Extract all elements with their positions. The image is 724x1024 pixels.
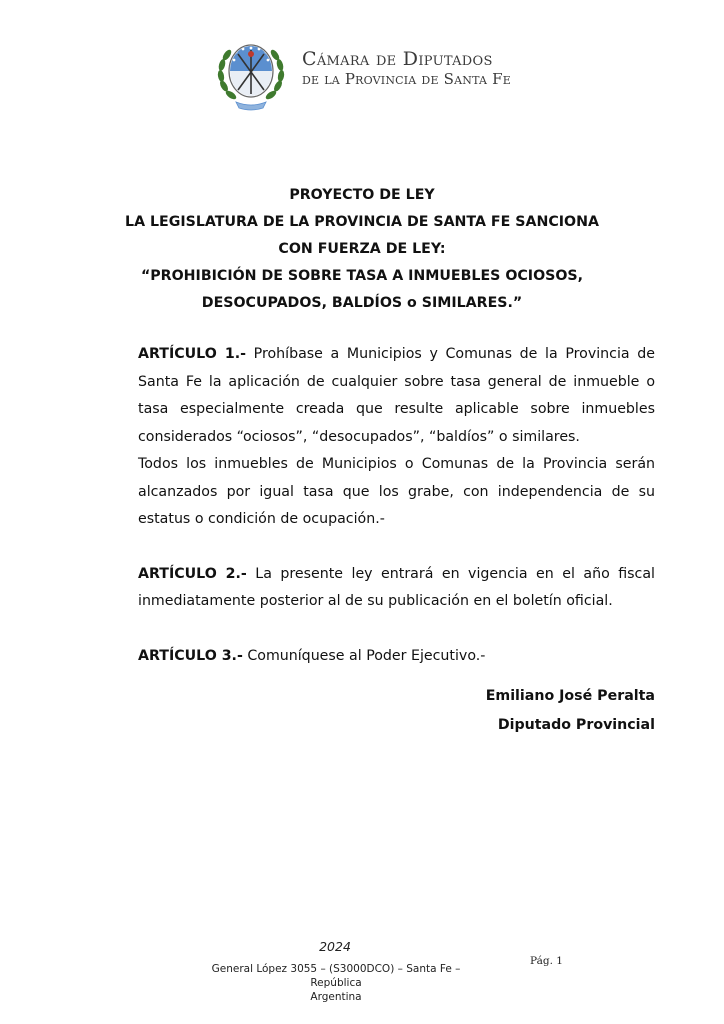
title-line: LA LEGISLATURA DE LA PROVINCIA DE SANTA FE SANCIONA — [125, 214, 599, 230]
chamber-name — [302, 50, 511, 87]
article-text: La presente ley entrará en vigencia en el año fiscal inmediatamente posterior al de su publicación en el boletín oficial. — [138, 565, 655, 609]
page-number: Pág. 1 — [530, 955, 563, 967]
signature-block — [486, 688, 655, 733]
article-2 — [138, 561, 655, 616]
paragraph-spacer — [138, 616, 655, 643]
footer-address-line2: Argentina — [310, 991, 362, 1003]
article-label: ARTÍCULO 2.- — [138, 565, 247, 582]
chamber-name-line2: de la Provincia de Santa Fe — [302, 70, 511, 88]
title-line: CON FUERZA DE LEY: — [278, 241, 446, 257]
signer-name: Emiliano José Peralta — [485, 688, 655, 704]
paragraph-spacer — [138, 534, 655, 561]
bill-title — [70, 182, 654, 317]
footer-address-line1: General López 3055 – (S3000DCO) – Santa Fe – República — [211, 963, 461, 989]
signer-role: Diputado Provincial — [497, 717, 655, 733]
article-label: ARTÍCULO 3.- — [138, 647, 243, 664]
chamber-name-line1: Cámara de Diputados — [302, 48, 493, 70]
article-text: Prohíbase a Municipios y Comunas de la Provincia de Santa Fe la aplicación de cualquier sobre tasa general de inmueble o tasa especialmente creada que resulte aplicable sobre inmuebles considerados “ociosos”, “desocupados”, “baldíos” o similares. — [138, 346, 655, 445]
article-text: Comuníquese al Poder Ejecutivo.- — [242, 647, 486, 664]
article-1 — [138, 341, 655, 451]
coat-of-arms-icon — [216, 38, 286, 112]
footer-year: 2024 — [319, 939, 351, 954]
footer-address — [186, 962, 486, 1004]
title-line: DESOCUPADOS, BALDÍOS o SIMILARES.” — [201, 295, 523, 311]
article-3 — [138, 643, 655, 671]
document-header — [216, 38, 546, 118]
article-label: ARTÍCULO 1.- — [138, 346, 246, 362]
title-line: “PROHIBICIÓN DE SOBRE TASA A INMUEBLES OCIOSOS, — [140, 268, 584, 284]
title-line: PROYECTO DE LEY — [289, 187, 435, 203]
article-1-continuation: Todos los inmuebles de Municipios o Comunas de la Provincia serán alcanzados por igual tasa que los grabe, con independencia de su estatus o condición de ocupación.- — [138, 456, 655, 527]
bill-body — [138, 341, 655, 670]
